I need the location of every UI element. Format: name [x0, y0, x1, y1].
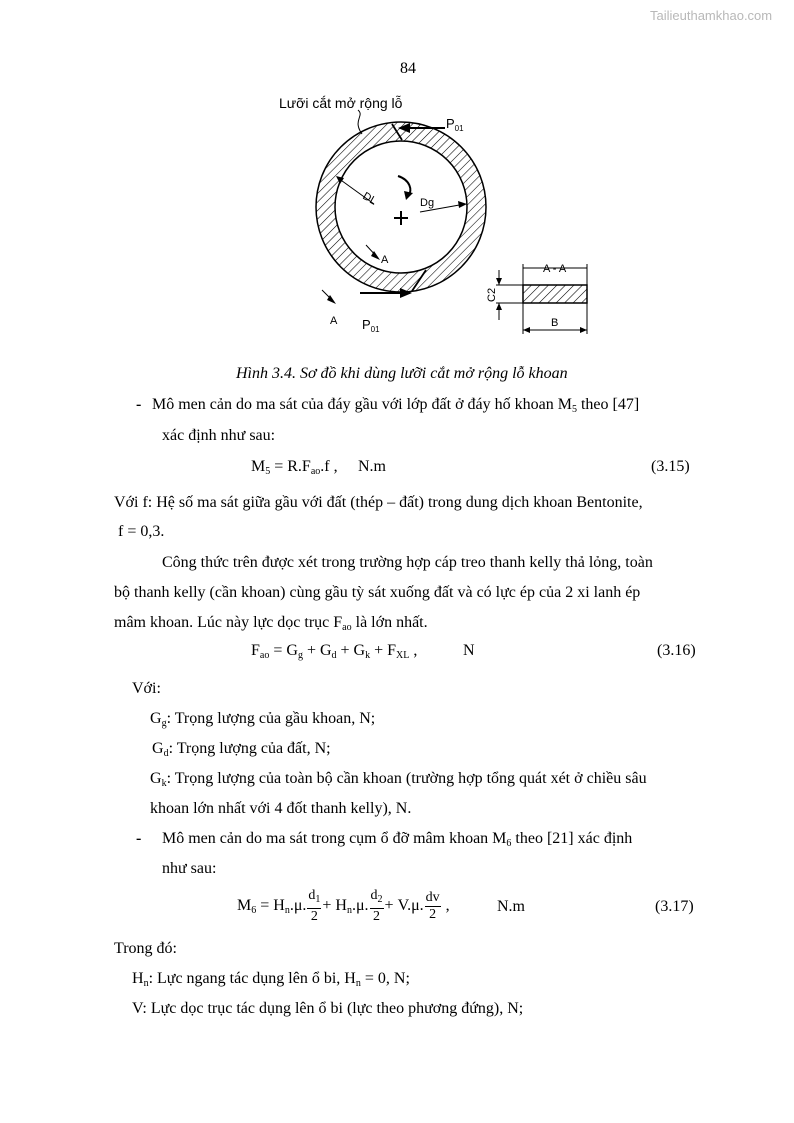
- trong-do-label: Trong đó:: [114, 940, 177, 957]
- def-gd: $G_d$: Trọng lượng của đất, N;: [152, 740, 331, 759]
- def-v: V: Lực dọc trục tác dụng lên ổ bi (lực theo phương đứng), N;: [132, 1000, 524, 1017]
- p01-top-label: $P_{01}$: [446, 116, 464, 133]
- para-line1: Công thức trên được xét trong trường hợp cáp treo thanh kelly thả lỏng, toàn: [162, 554, 653, 571]
- def-gg: $G_g$: Trọng lượng của gầu khoan, N;: [150, 710, 376, 729]
- cutter-label: Lưỡi cắt mở rộng lỗ: [279, 95, 403, 111]
- section-label: A - A: [543, 263, 567, 275]
- figure-drilling-diagram: [270, 88, 610, 350]
- equation-3-16: $F_{ao} = G_g + G_d + G_k + F_{XL}$ ,: [251, 642, 418, 661]
- def-hn: $H_n$: Lực ngang tác dụng lên ổ bi, $H_n = 0$, N;: [132, 970, 410, 989]
- where-f-line1: Với f: Hệ số ma sát giữa gầu với đất (thép – đất) trong dung dịch khoan Bentonite,: [114, 494, 643, 511]
- page-number: 84: [400, 60, 416, 77]
- equation-3-15: $M_5 = R.F_{ao}.f$ ,: [251, 458, 338, 477]
- eq-3-15-number: (3.15): [651, 458, 690, 475]
- para-line2: bộ thanh kelly (cần khoan) cùng gầu tỳ sát xuống đất và có lực ép của 2 xi lanh ép: [114, 584, 641, 601]
- a-outer-label: A: [330, 315, 338, 327]
- section-rect: [523, 285, 587, 303]
- eq-3-17-unit: N.m: [497, 898, 525, 915]
- equation-3-17: $M_6 = H_n.\mu$. $\frac{d_1}{2}$ + $H_n.\mu$. $\frac{d_2}{2}$ + V.μ. $\frac{dv}{2}$ ,: [237, 888, 450, 924]
- cutter-leader: [358, 110, 362, 134]
- eq-3-16-unit: N: [463, 642, 475, 659]
- def-gk: $G_k$: Trọng lượng của toàn bộ cần khoan (trường hợp tổng quát xét ở chiều sâu: [150, 770, 647, 789]
- bullet2-line1: Mô men cản do ma sát trong cụm ổ đỡ mâm khoan $M_6$ theo [21] xác định: [162, 830, 633, 849]
- bullet2-line2: như sau:: [162, 860, 217, 877]
- eq-3-17-number: (3.17): [655, 898, 694, 915]
- with-label: Với:: [132, 680, 161, 697]
- bullet-dash: -: [136, 396, 142, 413]
- where-f-line2: f = 0,3.: [118, 523, 165, 540]
- figure-caption: Hình 3.4. Sơ đồ khi dùng lưỡi cắt mở rộng lỗ khoan: [236, 365, 568, 382]
- eq-3-15-unit: N.m: [358, 458, 386, 475]
- dg-label: Dg: [420, 197, 435, 209]
- c2-label: C2: [486, 287, 498, 302]
- para-line3: mâm khoan. Lúc này lực dọc trục $F_{ao}$ là lớn nhất.: [114, 614, 428, 633]
- bullet1-line2: xác định như sau:: [162, 427, 276, 444]
- a-inner-label: A: [381, 254, 389, 266]
- def-gk-line2: khoan lớn nhất với 4 đốt thanh kelly), N.: [150, 800, 412, 817]
- eq-3-16-number: (3.16): [657, 642, 696, 659]
- watermark: Tailieuthamkhao.com: [650, 8, 773, 23]
- b-label: B: [551, 317, 559, 329]
- bullet1-line1: Mô men cản do ma sát của đáy gầu với lớp đất ở đáy hố khoan $M_5$ theo [47]: [152, 396, 640, 415]
- dl-label: DL: [360, 190, 379, 208]
- bullet-dash: -: [136, 830, 142, 847]
- p01-bottom-label: $P_{01}$: [362, 317, 380, 334]
